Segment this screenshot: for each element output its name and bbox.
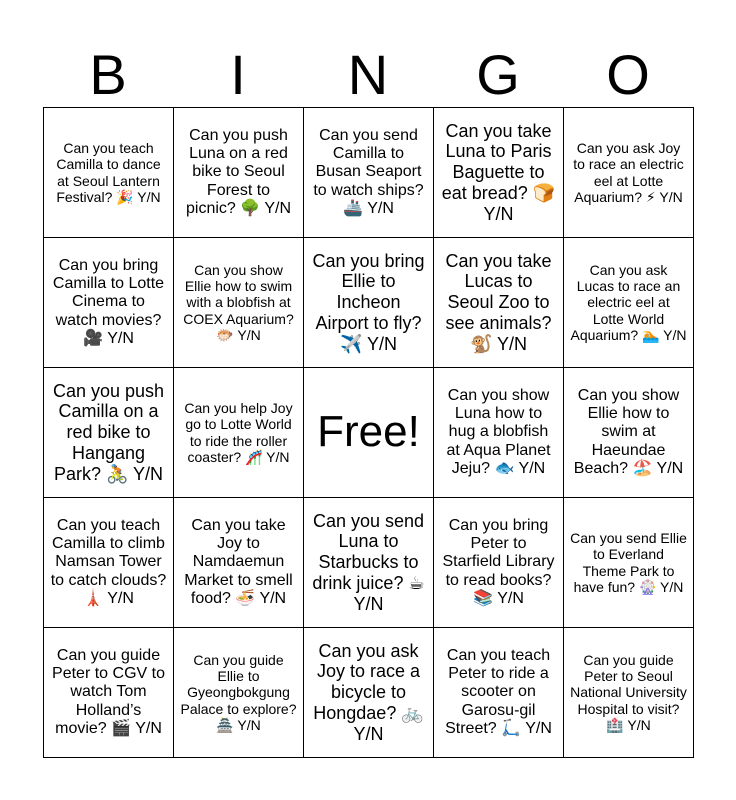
bingo-cell[interactable]: Can you send Camilla to Busan Seaport to watch ships? 🚢 Y/N	[304, 108, 434, 238]
bingo-cell[interactable]: Can you ask Lucas to race an electric eel at Lotte World Aquarium? 🏊 Y/N	[564, 238, 694, 368]
bingo-row	[44, 368, 694, 498]
bingo-cell[interactable]: Can you teach Camilla to dance at Seoul Lantern Festival? 🎉 Y/N	[44, 108, 174, 238]
free-cell[interactable]: Free!	[304, 368, 434, 498]
bingo-cell[interactable]: Can you take Luna to Paris Baguette to eat bread? 🍞 Y/N	[434, 108, 564, 238]
bingo-row	[44, 498, 694, 628]
bingo-cell[interactable]: Can you teach Camilla to climb Namsan Tower to catch clouds? 🗼 Y/N	[44, 498, 174, 628]
bingo-cell[interactable]: Can you take Lucas to Seoul Zoo to see animals? 🐒 Y/N	[434, 238, 564, 368]
header-letter-g: G	[476, 43, 520, 106]
bingo-cell[interactable]: Can you show Ellie how to swim with a blobfish at COEX Aquarium? 🐡 Y/N	[174, 238, 304, 368]
bingo-cell[interactable]: Can you ask Joy to race a bicycle to Hongdae? 🚲 Y/N	[304, 628, 434, 758]
header-letter-n: N	[347, 43, 389, 106]
header-letter-o: O	[606, 43, 650, 106]
bingo-cell[interactable]: Can you send Luna to Starbucks to drink juice? ☕ Y/N	[304, 498, 434, 628]
bingo-cell[interactable]: Can you push Camilla on a red bike to Hangang Park? 🚴 Y/N	[44, 368, 174, 498]
bingo-cell[interactable]: Can you take Joy to Namdaemun Market to smell food? 🍜 Y/N	[174, 498, 304, 628]
bingo-cell[interactable]: Can you guide Peter to Seoul National University Hospital to visit? 🏥 Y/N	[564, 628, 694, 758]
bingo-cell[interactable]: Can you bring Camilla to Lotte Cinema to watch movies? 🎥 Y/N	[44, 238, 174, 368]
bingo-cell[interactable]: Can you push Luna on a red bike to Seoul Forest to picnic? 🌳 Y/N	[174, 108, 304, 238]
bingo-cell[interactable]: Can you teach Peter to ride a scooter on Garosu-gil Street? 🛴 Y/N	[434, 628, 564, 758]
bingo-row	[44, 628, 694, 758]
bingo-cell[interactable]: Can you bring Ellie to Incheon Airport to fly? ✈️ Y/N	[304, 238, 434, 368]
bingo-cell[interactable]: Can you bring Peter to Starfield Library to read books? 📚 Y/N	[434, 498, 564, 628]
header-letter-b: B	[89, 43, 127, 106]
bingo-cell[interactable]: Can you guide Peter to CGV to watch Tom Holland’s movie? 🎬 Y/N	[44, 628, 174, 758]
header-letter-i: I	[230, 43, 246, 106]
bingo-row	[44, 238, 694, 368]
bingo-cell[interactable]: Can you show Ellie how to swim at Haeundae Beach? 🏖️ Y/N	[564, 368, 694, 498]
bingo-row	[44, 108, 694, 238]
bingo-cell[interactable]: Can you show Luna how to hug a blobfish at Aqua Planet Jeju? 🐟 Y/N	[434, 368, 564, 498]
bingo-header	[43, 40, 693, 110]
bingo-grid	[43, 107, 694, 758]
bingo-cell[interactable]: Can you guide Ellie to Gyeongbokgung Palace to explore? 🏯 Y/N	[174, 628, 304, 758]
bingo-cell[interactable]: Can you send Ellie to Everland Theme Park to have fun? 🎡 Y/N	[564, 498, 694, 628]
bingo-cell[interactable]: Can you help Joy go to Lotte World to ride the roller coaster? 🎢 Y/N	[174, 368, 304, 498]
bingo-cell[interactable]: Can you ask Joy to race an electric eel at Lotte Aquarium? ⚡ Y/N	[564, 108, 694, 238]
